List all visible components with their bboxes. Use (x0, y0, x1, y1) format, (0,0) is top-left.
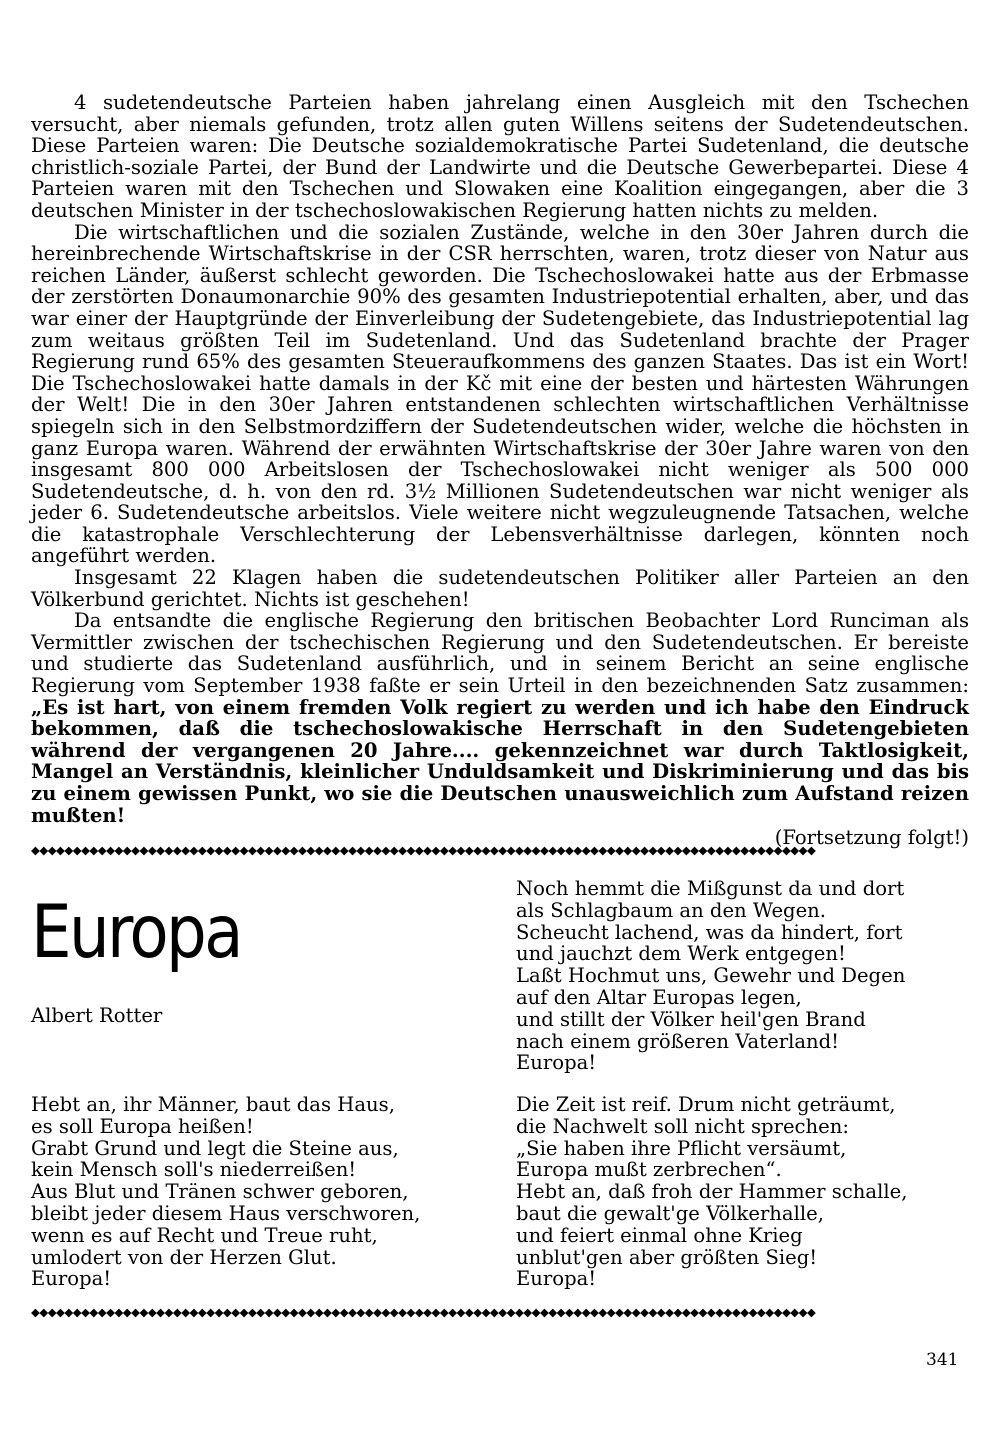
paragraph-economy: Die wirtschaftlichen und die sozialen Zustände, welche in den 30er Jahren durch die hereinbrechende Wirtschaftskrise in der CSR herrschten, waren, trotz dieser von Natur aus reichen Länder, äußerst schlecht geworden. Die Tschechoslowakei hatte aus der Erbmasse der zerstörten Donaumonarchie 90% des gesamten Industriepotential erhalten, aber, und das war einer der Hauptgründe der Einverleibung der Sudetengebiete, das Industriepotential lag zum weitaus größten Teil im Sudetenland. Und das Sudetenland brachte der Prager Regierung rund 65% des gesamten Steueraufkommens des ganzen Staates. Das ist ein Wort! Die Tschechoslowakei hatte damals in der Kč mit eine der besten und härtesten Währungen der Welt! Die in den 30er Jahren entstandenen schlechten wirtschaftlichen Verhältnisse spiegeln sich in den Selbstmordziffern der Sudetendeutschen wider, welche die höchsten in ganz Europa waren. Während der erwähnten Wirtschaftskrise der 30er Jahre waren von den insgesamt 800 000 Arbeitslosen der Tschechoslowakei nicht weniger als 500 000 Sudetendeutsche, d. h. von den rd. 3½ Millionen Sudetendeutschen war nicht weniger als jeder 6. Sudetendeutsche arbeitslos. Viele weitere nicht wegzuleugnende Tatsachen, welche die katastrophale Verschlechterung der Lebensverhältnisse darlegen, könnten noch angeführt werden. (31, 220, 969, 568)
poem-line: und jauchzt dem Werk entgegen! (516, 942, 846, 966)
poem-line: „Sie haben ihre Pflicht versäumt, (516, 1136, 847, 1160)
poem-title: Europa (31, 890, 241, 975)
poem-line: umlodert von der Herzen Glut. (31, 1245, 337, 1269)
poem-line: wenn es auf Recht und Treue ruht, (31, 1223, 378, 1247)
paragraph-parties: 4 sudetendeutsche Parteien haben jahrelang einen Ausgleich mit den Tschechen versucht, aber niemals gefunden, trotz allen guten Willens seitens der Sudetendeutschen. Diese Parteien waren: Die Deutsche sozialdemokratische Partei Sudetenland, die deutsche christlich-soziale Partei, der Bund der Landwirte und die Deutsche Gewerbepartei. Diese 4 Parteien waren mit den Tschechen und Slowaken eine Koalition eingegangen, aber die 3 deutschen Minister in der tschechoslowakischen Regierung hatten nichts zu melden. (31, 91, 969, 222)
poem-line: Noch hemmt die Mißgunst da und dort (516, 877, 905, 900)
poem-line: Die Zeit ist reif. Drum nicht geträumt, (516, 1093, 896, 1116)
poem-line: auf den Altar Europas legen, (516, 985, 802, 1009)
poem-line: als Schlagbaum an den Wegen. (516, 898, 827, 922)
poem-line: baut die gewalt'ge Völkerhalle, (516, 1201, 824, 1225)
runciman-quote: „Es ist hart, von einem fremden Volk regiert zu werden und ich habe den Eindruck bekommen, daß die tschechoslowakische Herrschaft in den Sudetengebieten während der vergangenen 20 Jahre.... gekennzeichnet war durch Taktlosigkeit, Mangel an Verständnis, kleinlicher Unduldsamkeit und Diskriminierung und das bis zu einem gewissen Punkt, wo sie die Deutschen unausweichlich zum Aufstand reizen mußten! (31, 695, 969, 827)
poem-line: und feiert einmal ohne Krieg (516, 1223, 803, 1247)
poem-line: Europa mußt zerbrechen“. (516, 1158, 782, 1182)
poem-line: nach einem größeren Vaterland! (516, 1029, 840, 1053)
poem-line: Scheucht lachend, was da hindert, fort (516, 920, 903, 944)
poem-line: Hebt an, ihr Männer, baut das Haus, (31, 1093, 395, 1116)
article (31, 92, 969, 849)
poem-line: kein Mensch soll's niederreißen! (31, 1158, 357, 1182)
poem-line: die Nachwelt soll nicht sprechen: (516, 1114, 849, 1138)
poem-stanza-1 (31, 1094, 420, 1290)
poem-line: Grabt Grund und legt die Steine aus, (31, 1136, 399, 1160)
page-number: 341 (926, 1350, 959, 1370)
poem-line: unblut'gen aber größten Sieg! (516, 1245, 818, 1269)
poem-line: Aus Blut und Tränen schwer geboren, (31, 1180, 409, 1204)
poem-line: Hebt an, daß froh der Hammer schalle, (516, 1180, 908, 1204)
poem-line: Laßt Hochmut uns, Gewehr und Degen (516, 964, 906, 988)
poem-line: bleibt jeder diesem Haus verschworen, (31, 1201, 421, 1225)
runciman-intro: Da entsandte die englische Regierung den britischen Beobachter Lord Runciman als Vermittler zwischen der tschechischen Regierung und den Sudetendeutschen. Er bereiste und studierte das Sudetenland ausführlich, und in seinem Bericht an seine englische Regierung vom September 1938 faßte er sein Urteil in den bezeichnenden Satz zusammen: (31, 609, 969, 698)
poem-author: Albert Rotter (31, 1004, 163, 1027)
poem-line: Europa! (516, 1051, 597, 1075)
poem-line: Europa! (516, 1267, 597, 1291)
ornament-divider-bottom: ◆◆◆◆◆◆◆◆◆◆◆◆◆◆◆◆◆◆◆◆◆◆◆◆◆◆◆◆◆◆◆◆◆◆◆◆◆◆◆◆◆◆◆◆◆◆◆◆◆◆◆◆◆◆◆◆◆◆◆◆◆◆◆◆◆◆◆◆◆◆◆◆◆◆◆◆◆◆◆◆◆◆◆◆◆◆◆◆◆◆◆◆◆◆ (31, 1305, 816, 1319)
poem-stanza-3 (516, 1094, 907, 1290)
ornament-divider-top: ◆◆◆◆◆◆◆◆◆◆◆◆◆◆◆◆◆◆◆◆◆◆◆◆◆◆◆◆◆◆◆◆◆◆◆◆◆◆◆◆◆◆◆◆◆◆◆◆◆◆◆◆◆◆◆◆◆◆◆◆◆◆◆◆◆◆◆◆◆◆◆◆◆◆◆◆◆◆◆◆◆◆◆◆◆◆◆◆◆◆◆◆◆◆ (31, 843, 816, 857)
continuation-note: (Fortsetzung folgt!) (774, 826, 969, 850)
paragraph-runciman (31, 610, 969, 826)
poem-stanza-2 (516, 878, 905, 1074)
paragraph-complaints: Insgesamt 22 Klagen haben die sudetendeutschen Politiker aller Parteien an den Völkerbund gerichtet. Nichts ist geschehen! (31, 566, 969, 611)
poem-line: Europa! (31, 1267, 112, 1291)
poem-line: es soll Europa heißen! (31, 1114, 254, 1138)
poem-line: und stillt der Völker heil'gen Brand (516, 1007, 866, 1031)
